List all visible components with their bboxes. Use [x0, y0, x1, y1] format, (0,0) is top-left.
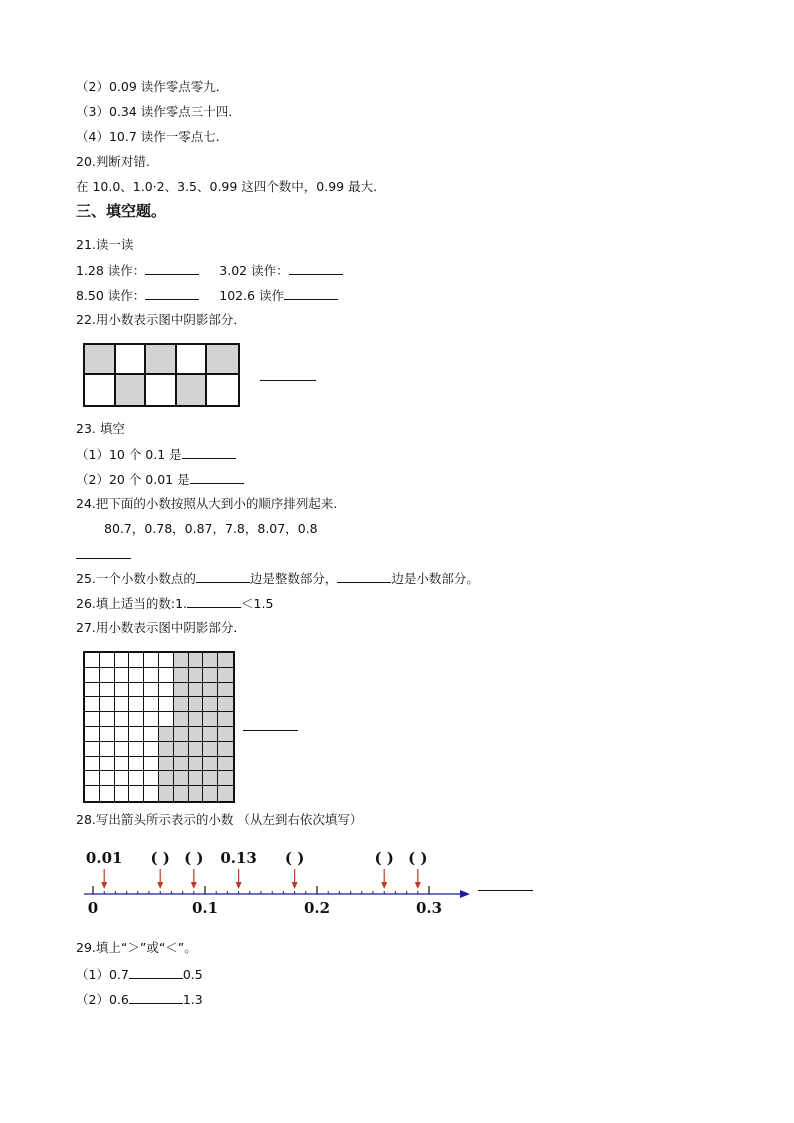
grid-cell-shaded — [203, 697, 218, 712]
grid-cell — [159, 697, 174, 712]
grid-cell-shaded — [218, 771, 233, 786]
grid-cell — [144, 683, 159, 698]
grid-cell-shaded — [174, 712, 189, 727]
grid-cell — [100, 712, 115, 727]
grid-cell-shaded — [174, 742, 189, 757]
pointer-arrow-head — [415, 882, 421, 889]
q26-part2: ＜1.5 — [241, 596, 274, 611]
q28-answer-blank[interactable] — [478, 890, 533, 891]
q29-title: 29.填上“＞”或“＜”。 — [76, 940, 197, 955]
grid-cell — [115, 712, 130, 727]
grid-cell — [115, 757, 130, 772]
grid-cell-shaded — [189, 786, 204, 801]
grid-cell-shaded — [218, 668, 233, 683]
grid-cell — [115, 683, 130, 698]
grid-cell-shaded — [189, 727, 204, 742]
q25-part2: 边是整数部分， — [249, 571, 338, 586]
grid-cell-shaded — [218, 786, 233, 801]
q29-1-blank[interactable] — [129, 966, 183, 979]
grid-cell-shaded — [203, 727, 218, 742]
grid-cell-shaded — [203, 757, 218, 772]
grid-cell-shaded — [174, 697, 189, 712]
arrow-label: ( ) — [408, 849, 428, 867]
q23a-label: （1）10 个 0.1 是 — [76, 447, 182, 462]
q29-2-left: （2）0.6 — [76, 992, 129, 1007]
grid-cell — [159, 668, 174, 683]
grid-cell — [144, 727, 159, 742]
grid-cell — [85, 786, 100, 801]
q24-answer-blank[interactable] — [76, 558, 131, 559]
q23-1 — [76, 446, 236, 463]
grid-cell — [115, 727, 130, 742]
section-title: 三、填空题。 — [76, 202, 167, 220]
q21a-blank[interactable] — [145, 262, 199, 275]
grid-cell — [144, 653, 159, 668]
grid-cell — [129, 786, 144, 801]
grid-cell — [115, 742, 130, 757]
q24-title: 24.把下面的小数按照从大到小的顺序排列起来. — [76, 496, 338, 511]
grid-cell-shaded — [159, 786, 174, 801]
grid-cell-shaded — [218, 683, 233, 698]
grid-cell-shaded — [174, 668, 189, 683]
grid-cell — [115, 786, 130, 801]
grid-cell-shaded — [189, 683, 204, 698]
grid-cell-shaded — [203, 683, 218, 698]
tick-label: 0.1 — [191, 899, 219, 917]
grid-cell — [144, 742, 159, 757]
q21b-blank[interactable] — [289, 262, 343, 275]
grid-cell — [159, 712, 174, 727]
q21-title: 21.读一读 — [76, 237, 134, 252]
q28-title: 28.写出箭头所示表示的小数 （从左到右依次填写） — [76, 812, 363, 827]
grid-cell-shaded — [174, 757, 189, 772]
grid-cell-shaded — [174, 771, 189, 786]
grid-cell-shaded — [203, 653, 218, 668]
q23a-blank[interactable] — [182, 446, 236, 459]
grid-cell — [129, 712, 144, 727]
grid-cell — [100, 742, 115, 757]
q27-answer-blank[interactable] — [243, 730, 298, 731]
arrow-label: 0.13 — [220, 849, 257, 867]
line-q20-statement: 在 10.0、1.0·2、3.5、0.99 这四个数中，0.99 最大． — [76, 179, 386, 194]
q23-2 — [76, 471, 244, 488]
grid-cell — [100, 697, 115, 712]
q29-1 — [76, 966, 203, 983]
tick-label: 0.2 — [303, 899, 331, 917]
q22-title: 22.用小数表示图中阴影部分． — [76, 312, 246, 327]
q21b-label: 3.02 读作： — [219, 263, 289, 278]
q22-answer-blank[interactable] — [260, 380, 316, 381]
q25-part3: 边是小数部分。 — [391, 571, 479, 586]
q23b-label: （2）20 个 0.01 是 — [76, 472, 190, 487]
grid-cell — [129, 727, 144, 742]
grid-cell-shaded — [189, 697, 204, 712]
q25 — [76, 570, 479, 587]
q21-row1 — [76, 262, 343, 279]
grid-cell — [115, 653, 130, 668]
arrow-label: ( ) — [150, 849, 170, 867]
grid-cell-shaded — [177, 375, 208, 405]
grid-cell — [100, 653, 115, 668]
arrow-label: 0.01 — [85, 849, 123, 867]
grid-cell — [100, 727, 115, 742]
q21d-label: 102.6 读作 — [219, 288, 285, 303]
q21c-label: 8.50 读作： — [76, 288, 146, 303]
grid-cell-shaded — [189, 757, 204, 772]
grid-cell-shaded — [203, 668, 218, 683]
grid-cell-shaded — [159, 757, 174, 772]
pointer-arrow-head — [191, 882, 197, 889]
grid-cell-shaded — [203, 742, 218, 757]
grid-cell — [129, 668, 144, 683]
grid-cell-shaded — [203, 712, 218, 727]
q21d-blank[interactable] — [284, 287, 338, 300]
q26-part1: 26.填上适当的数:1. — [76, 596, 188, 611]
line-q19-3: （3）0.34 读作零点三十四． — [76, 104, 241, 119]
grid-cell-shaded — [174, 653, 189, 668]
grid-cell — [144, 712, 159, 727]
q23-title: 23. 填空 — [76, 421, 125, 436]
grid-cell — [100, 786, 115, 801]
grid-cell — [100, 757, 115, 772]
grid-cell — [100, 771, 115, 786]
grid-cell — [129, 742, 144, 757]
grid-cell-shaded — [159, 771, 174, 786]
pointer-arrow-head — [101, 882, 107, 889]
q27-title: 27.用小数表示图中阴影部分． — [76, 620, 246, 635]
grid-cell — [85, 683, 100, 698]
grid-cell — [146, 375, 177, 405]
q23b-blank[interactable] — [190, 471, 244, 484]
grid-cell — [85, 771, 100, 786]
line-q19-2: （2）0.09 读作零点零九． — [76, 79, 229, 94]
q29-1-left: （1）0.7 — [76, 967, 129, 982]
grid-cell — [144, 668, 159, 683]
grid-cell-shaded — [218, 712, 233, 727]
grid-cell-shaded — [116, 375, 147, 405]
q21c-blank[interactable] — [145, 287, 199, 300]
grid-cell — [100, 683, 115, 698]
grid-cell-shaded — [218, 757, 233, 772]
grid-cell-shaded — [218, 742, 233, 757]
grid-cell — [144, 697, 159, 712]
q25-blank1[interactable] — [196, 570, 250, 583]
grid-cell-shaded — [203, 786, 218, 801]
grid-cell — [207, 375, 238, 405]
pointer-arrow-head — [236, 882, 242, 889]
grid-cell — [144, 771, 159, 786]
grid-cell — [129, 653, 144, 668]
grid-cell — [129, 683, 144, 698]
grid-cell — [129, 771, 144, 786]
q21a-label: 1.28 读作： — [76, 263, 146, 278]
q29-2 — [76, 991, 203, 1008]
q21-row2 — [76, 287, 338, 304]
line-q20: 20.判断对错. — [76, 154, 150, 169]
grid-cell-shaded — [189, 742, 204, 757]
grid-cell — [85, 697, 100, 712]
grid-cell — [85, 668, 100, 683]
grid-cell — [129, 757, 144, 772]
grid-cell-shaded — [218, 727, 233, 742]
pointer-arrow-head — [157, 882, 163, 889]
q25-part1: 25.一个小数小数点的 — [76, 571, 196, 586]
grid-cell — [85, 742, 100, 757]
q22-shaded-grid — [83, 343, 240, 407]
q29-2-blank[interactable] — [129, 991, 183, 1004]
grid-cell — [115, 697, 130, 712]
pointer-arrow-head — [292, 882, 298, 889]
grid-cell — [177, 345, 208, 375]
grid-cell — [85, 653, 100, 668]
grid-cell-shaded — [174, 683, 189, 698]
grid-cell-shaded — [174, 727, 189, 742]
grid-cell-shaded — [174, 786, 189, 801]
grid-cell-shaded — [189, 771, 204, 786]
grid-cell — [85, 712, 100, 727]
grid-cell-shaded — [189, 712, 204, 727]
grid-cell-shaded — [189, 653, 204, 668]
grid-cell — [85, 727, 100, 742]
q26 — [76, 595, 273, 612]
q29-2-right: 1.3 — [182, 992, 203, 1007]
grid-cell — [144, 757, 159, 772]
grid-cell-shaded — [189, 668, 204, 683]
grid-cell-shaded — [207, 345, 238, 375]
q24-numbers: 80.7，0.78，0.87，7.8，8.07，0.8 — [104, 521, 318, 536]
arrow-label: ( ) — [284, 849, 305, 867]
arrow-label: ( ) — [184, 849, 204, 867]
grid-cell — [159, 653, 174, 668]
q27-hundred-grid — [83, 651, 235, 803]
grid-cell-shaded — [218, 697, 233, 712]
grid-cell-shaded — [85, 345, 116, 375]
grid-cell-shaded — [218, 653, 233, 668]
grid-cell-shaded — [146, 345, 177, 375]
grid-cell — [129, 697, 144, 712]
tick-label: 0.3 — [415, 899, 443, 917]
grid-cell — [144, 786, 159, 801]
grid-cell — [85, 375, 116, 405]
grid-cell — [116, 345, 147, 375]
q25-blank2[interactable] — [337, 570, 391, 583]
arrow-label: ( ) — [374, 849, 394, 867]
axis-arrowhead — [460, 890, 470, 898]
grid-cell — [159, 683, 174, 698]
grid-cell — [85, 757, 100, 772]
grid-cell-shaded — [159, 742, 174, 757]
q28-number-line — [76, 838, 546, 918]
grid-cell-shaded — [203, 771, 218, 786]
tick-label: 0 — [87, 899, 99, 917]
q29-1-right: 0.5 — [182, 967, 203, 982]
grid-cell — [115, 771, 130, 786]
q26-blank[interactable] — [187, 595, 241, 608]
grid-cell — [115, 668, 130, 683]
pointer-arrow-head — [381, 882, 387, 889]
grid-cell — [100, 668, 115, 683]
grid-cell-shaded — [159, 727, 174, 742]
line-q19-4: （4）10.7 读作一零点七． — [76, 129, 229, 144]
